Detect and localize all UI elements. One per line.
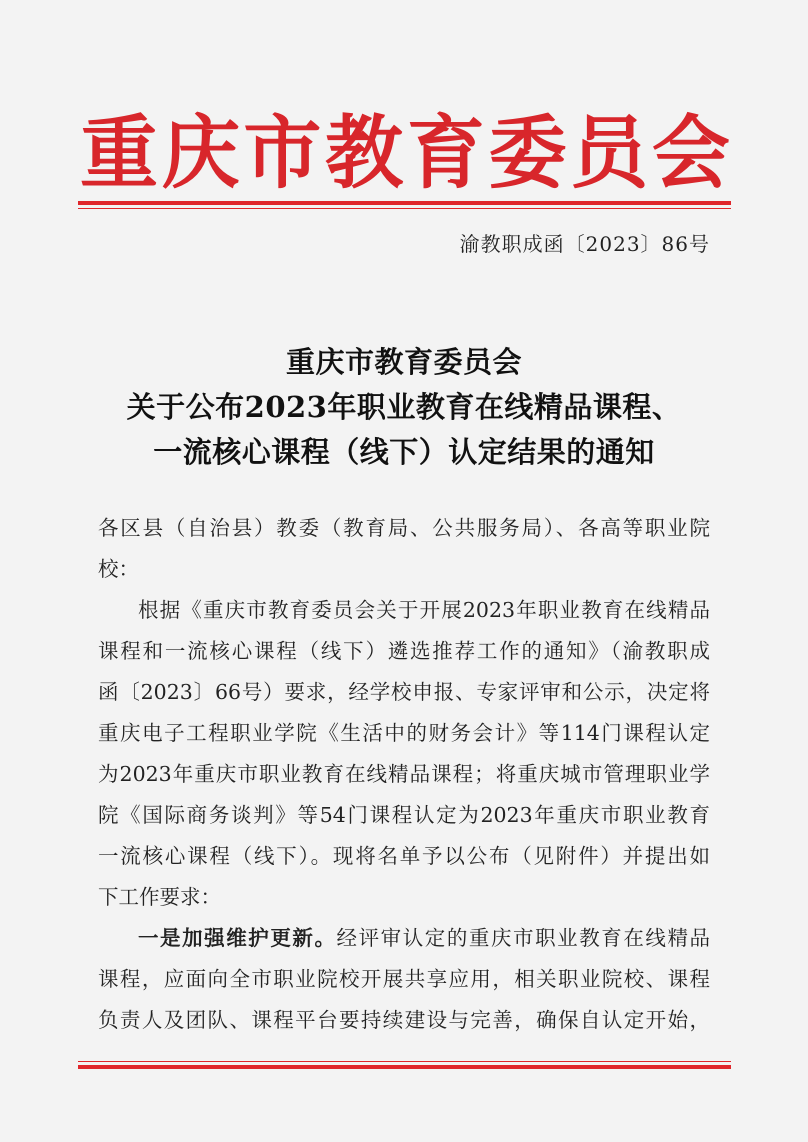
masthead-char: 会 [651, 107, 730, 200]
masthead-char: 重 [80, 107, 159, 200]
paragraph-line: 负责人及团队、课程平台要持续建设与完善，确保自认定开始， [98, 1008, 710, 1032]
title-line-3: 一流核心课程（线下）认定结果的通知 [153, 435, 655, 469]
masthead-char: 教 [325, 107, 404, 200]
masthead-title [80, 104, 730, 204]
paragraph-line: 下工作要求： [98, 885, 221, 909]
paragraph-line: 根据《重庆市教育委员会关于开展2023年职业教育在线精品 [138, 598, 710, 622]
masthead-char: 市 [243, 107, 322, 200]
section-heading-bold: 一是加强维护更新。 [138, 926, 337, 950]
header-red-rule-thin [78, 208, 731, 209]
header-red-rule [78, 201, 731, 205]
paragraph-line: 函〔2023〕66号）要求，经学校申报、专家评审和公示，决定将 [98, 680, 710, 704]
paragraph-line: 为2023年重庆市职业教育在线精品课程；将重庆城市管理职业学 [98, 762, 710, 786]
document-number: 渝教职成函〔2023〕86号 [459, 232, 710, 256]
paragraph-line: 课程和一流核心课程（线下）遴选推荐工作的通知》（渝教职成 [98, 639, 710, 663]
salutation-line: 各区县（自治县）教委（教育局、公共服务局）、各高等职业院 [98, 516, 710, 540]
masthead-char: 委 [488, 107, 567, 200]
footer-red-rule-thin [78, 1061, 731, 1062]
masthead-char: 员 [570, 107, 649, 200]
footer-red-rule [78, 1065, 731, 1069]
salutation-line: 校： [98, 557, 139, 581]
masthead-char: 庆 [161, 107, 240, 200]
paragraph-line: 重庆电子工程职业学院《生活中的财务会计》等114门课程认定 [98, 721, 710, 745]
title-line-2: 关于公布2023年职业教育在线精品课程、 [126, 390, 682, 424]
paragraph-line: 一流核心课程（线下）。现将名单予以公布（见附件）并提出如 [98, 844, 710, 868]
masthead-char: 育 [406, 107, 485, 200]
paragraph-line: 课程，应面向全市职业院校开展共享应用，相关职业院校、课程 [98, 967, 710, 991]
paragraph-text: 经评审认定的重庆市职业教育在线精品 [336, 926, 711, 950]
paragraph-line: 院《国际商务谈判》等54门课程认定为2023年重庆市职业教育 [98, 803, 710, 827]
paragraph-line [138, 928, 710, 949]
title-line-1: 重庆市教育委员会 [285, 345, 522, 379]
